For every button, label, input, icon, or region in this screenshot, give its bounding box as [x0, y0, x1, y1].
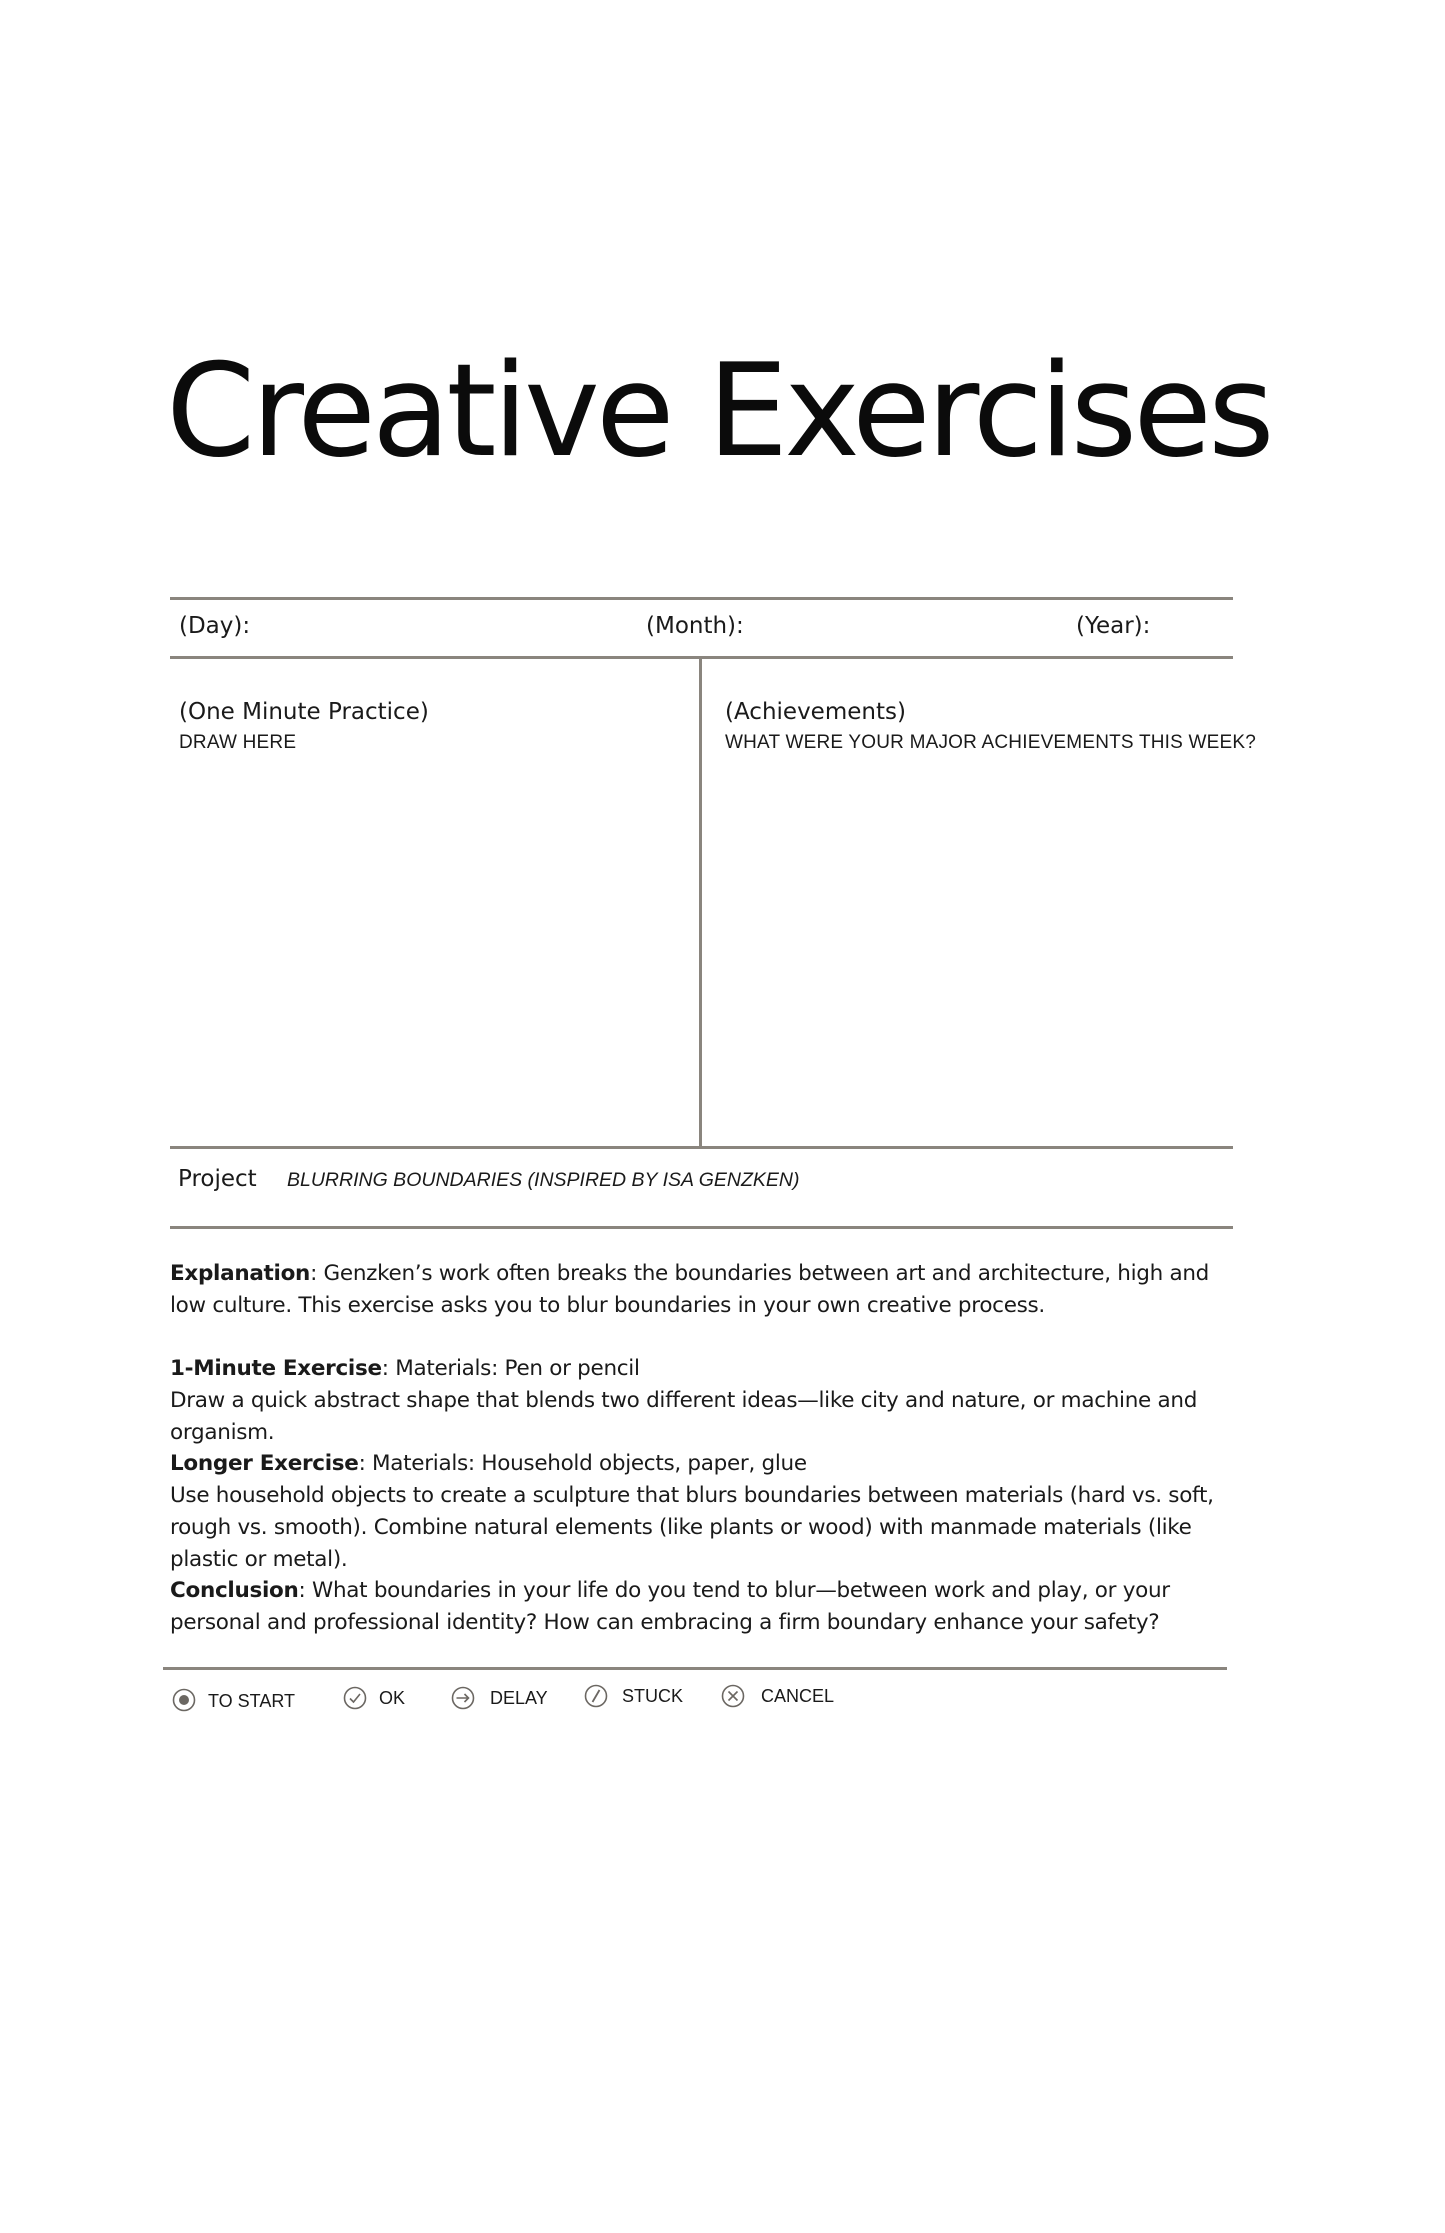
divider-project-top: [170, 1146, 1233, 1149]
status-label: CANCEL: [761, 1685, 835, 1706]
achievements-prompt: WHAT WERE YOUR MAJOR ACHIEVEMENTS THIS WEEK?: [725, 732, 1257, 753]
month-label: (Month):: [646, 613, 744, 639]
project-label: Project: [178, 1166, 257, 1192]
divider-project-bottom: [170, 1226, 1233, 1229]
longer-label: Longer Exercise: [170, 1451, 359, 1476]
arrow-circle-icon: [451, 1686, 475, 1710]
practice-box[interactable]: [170, 659, 698, 1145]
status-to-start[interactable]: [172, 1688, 295, 1712]
divider-status: [163, 1667, 1227, 1670]
longer-text: Use household objects to create a sculpture that blurs boundaries between materials (hard vs. soft, rough vs. smooth). Combine natural elements (like plants or wood) with manmade materials (like plastic or metal).: [170, 1483, 1214, 1572]
longer-section: [170, 1448, 1250, 1576]
one-minute-section: [170, 1353, 1250, 1449]
conclusion-section: [170, 1575, 1250, 1639]
practice-prompt: DRAW HERE: [179, 732, 297, 753]
slash-circle-icon: [584, 1684, 608, 1708]
conclusion-text: : What boundaries in your life do you tend to blur—between work and play, or your personal and professional identity? How can embracing a firm boundary enhance your safety?: [170, 1578, 1170, 1635]
achievements-heading: (Achievements): [725, 699, 906, 725]
explanation-section: [170, 1258, 1250, 1322]
explanation-text: : Genzken’s work often breaks the boundaries between art and architecture, high and low culture. This exercise asks you to blur boundaries in your own creative process.: [170, 1261, 1210, 1318]
project-value: BLURRING BOUNDARIES (INSPIRED BY ISA GENZKEN): [287, 1169, 800, 1191]
conclusion-label: Conclusion: [170, 1578, 299, 1603]
status-label: TO START: [208, 1690, 296, 1711]
one-minute-text: Draw a quick abstract shape that blends two different ideas—like city and nature, or machine and organism.: [170, 1388, 1198, 1445]
status-stuck[interactable]: [584, 1684, 683, 1708]
column-divider: [699, 657, 702, 1147]
status-label: DELAY: [490, 1687, 548, 1708]
achievements-box[interactable]: [703, 659, 1257, 1145]
status-label: OK: [379, 1687, 406, 1708]
day-label: (Day):: [179, 613, 251, 639]
radio-dot-icon: [172, 1688, 196, 1712]
status-ok[interactable]: [343, 1686, 405, 1710]
page-title: Creative Exercises: [166, 337, 1271, 486]
longer-materials: : Materials: Household objects, paper, glue: [358, 1451, 807, 1476]
practice-heading: (One Minute Practice): [179, 699, 429, 725]
one-minute-label: 1-Minute Exercise: [170, 1356, 382, 1381]
x-circle-icon: [721, 1684, 745, 1708]
check-circle-icon: [343, 1686, 367, 1710]
explanation-label: Explanation: [170, 1261, 311, 1286]
status-label: STUCK: [622, 1685, 684, 1706]
status-delay[interactable]: [451, 1686, 548, 1710]
status-cancel[interactable]: [721, 1684, 834, 1708]
year-label: (Year):: [1076, 613, 1151, 639]
divider-top: [170, 597, 1233, 600]
one-minute-materials: : Materials: Pen or pencil: [381, 1356, 640, 1381]
